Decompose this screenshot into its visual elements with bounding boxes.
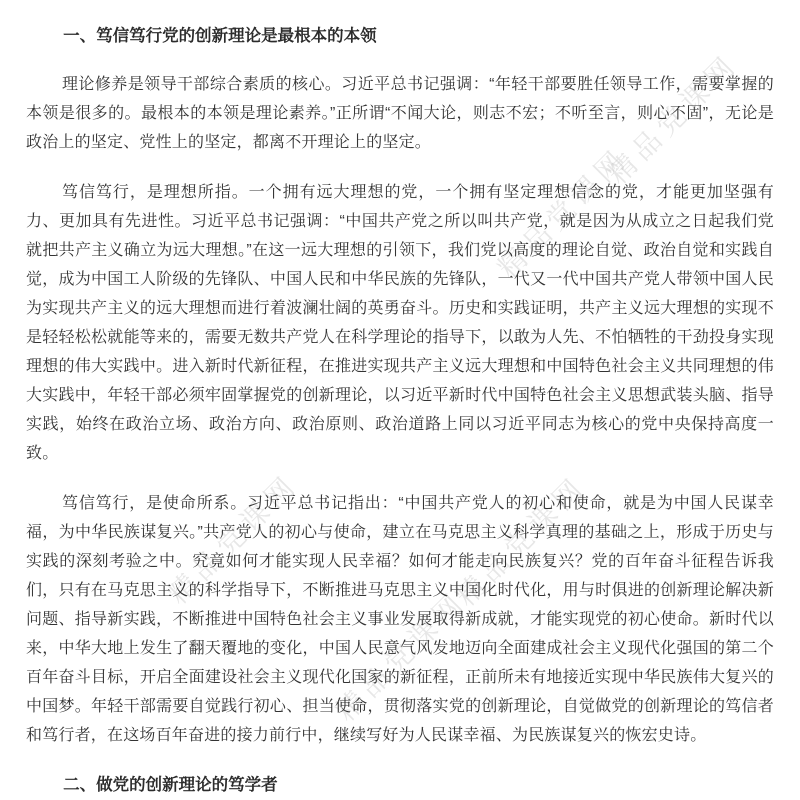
section-1-paragraph-3: 笃信笃行，是使命所系。习近平总书记指出：“中国共产党人的初心和使命，就是为中国人民谋幸福，为中华民族谋复兴。”共产党人的初心与使命，建立在马克思主义科学真理的基础之上，形成于历史与实践的深刻考验之中。究竟如何才能实现人民幸福？如何才能走向民族复兴？党的百年奋斗征程告诉我们，只有在马克思主义的科学指导下，不断推进马克思主义中国化时代化，用与时俱进的创新理论解决新问题、指导新实践，不断推进中国特色社会主义事业发展取得新成就，才能实现党的初心使命。新时代以来，中华大地上发生了翻天覆地的变化，中国人民意气风发地迈向全面建成社会主义现代化强国的第二个百年奋斗目标，开启全面建设社会主义现代化国家的新征程，正前所未有地接近实现中华民族伟大复兴的中国梦。年轻干部需要自觉践行初心、担当使命，贯彻落实党的创新理论，自觉做党的创新理论的笃信者和笃行者，在这场百年奋进的接力前行中，继续写好为人民谋幸福、为民族谋复兴的恢宏史诗。 <box>26 495 774 744</box>
section-1-paragraph-1: 理论修养是领导干部综合素质的核心。习近平总书记强调：“年轻干部要胜任领导工作，需要掌握的本领是很多的。最根本的本领是理论素养。”正所谓“不闻大论，则志不宏；不听至言，则心不固”，无论是政治上的坚定、党性上的坚定，都离不开理论上的坚定。 <box>26 76 774 151</box>
watermark-text: 精品党课网 <box>161 467 305 611</box>
watermark-text: 精品党课网 <box>449 469 593 613</box>
section-1-paragraph-2: 笃信笃行，是理想所指。一个拥有远大理想的党，一个拥有坚定理想信念的党，才能更加坚强有力、更加具有先进性。习近平总书记强调：“中国共产党之所以叫共产党，就是因为从成立之日起我们党就把共产主义确立为远大理想。”在这一远大理想的引领下，我们党以高度的理论自觉、政治自觉和实践自觉，成为中国工人阶级的先锋队、中国人民和中华民族的先锋队，一代又一代中国共产党人带领中国人民为实现共产主义的远大理想而进行着波澜壮阔的英勇奋斗。历史和实践证明，共产主义远大理想的实现不是轻轻松松就能等来的，需要无数共产党人在科学理论的指导下，以敢为人先、不怕牺牲的干劲投身实现理想的伟大实践中。进入新时代新征程，在推进实现共产主义远大理想和中国特色社会主义共同理想的伟大实践中，年轻干部必须牢固掌握党的创新理论，以习近平新时代中国特色社会主义思想武装头脑、指导实践，始终在政治立场、政治方向、政治原则、政治道路上同以习近平同志为核心的党中央保持高度一致。 <box>26 184 774 462</box>
section-2-heading: 二、做党的创新理论的笃学者 <box>63 776 278 794</box>
watermark-text: 精品党课网 <box>329 584 473 728</box>
watermark-text: 精品党课网 <box>491 141 635 285</box>
watermark-text: 精品党课网 <box>601 47 745 191</box>
section-1-heading: 一、笃信笃行党的创新理论是最根本的本领 <box>63 27 377 45</box>
